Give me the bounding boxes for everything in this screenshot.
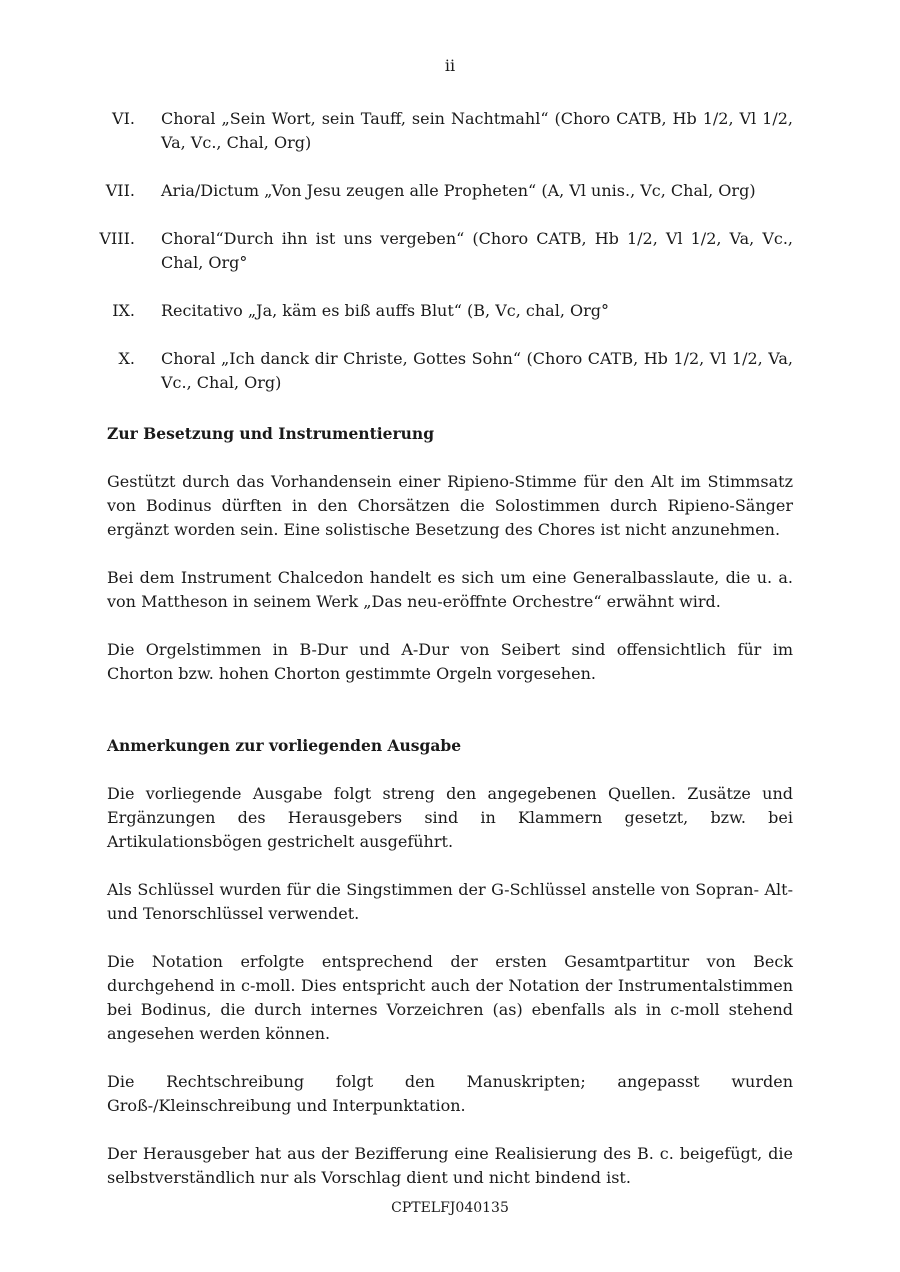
movement-number: VI. — [112, 109, 135, 128]
movement-number: VIII. — [99, 229, 135, 248]
main-content — [107, 422, 793, 1214]
movement-text: Choral „Ich danck dir Christe, Gottes Sohn“ (Choro CATB, Hb 1/2, Vl 1/2, Va, Vc., Chal, Org) — [161, 349, 793, 392]
section-spacer — [107, 710, 793, 734]
movement-number: IX. — [112, 301, 135, 320]
paragraph: Der Herausgeber hat aus der Bezifferung eine Realisierung des B. c. beigefügt, die selbstverständlich nur als Vorschlag dient und nicht bindend ist. — [107, 1144, 793, 1187]
paragraph: Die vorliegende Ausgabe folgt streng den angegebenen Quellen. Zusätze und Ergänzungen des Herausgebers sind in Klammern gesetzt, bzw. bei Artikulationsbögen gestrichelt ausgeführt. — [107, 784, 793, 851]
section-heading-besetzung: Zur Besetzung und Instrumentierung — [107, 424, 435, 443]
paragraph: Als Schlüssel wurden für die Singstimmen der G-Schlüssel anstelle von Sopran- Alt- und Tenorschlüssel verwendet. — [107, 880, 793, 923]
movement-list — [0, 107, 900, 419]
movement-text: Choral“Durch ihn ist uns vergeben“ (Choro CATB, Hb 1/2, Vl 1/2, Va, Vc., Chal, Org° — [161, 229, 793, 272]
page-number: ii — [444, 56, 456, 75]
movement-item — [0, 299, 900, 323]
paragraph: Bei dem Instrument Chalcedon handelt es sich um eine Generalbasslaute, die u. a. von Mattheson in seinem Werk „Das neu-eröffnte Orchestre“ erwähnt wird. — [107, 568, 793, 611]
paragraph: Die Orgelstimmen in B-Dur und A-Dur von Seibert sind offensichtlich für im Chorton bzw. hohen Chorton gestimmte Orgeln vorgesehen. — [107, 640, 793, 683]
movement-item — [0, 227, 900, 275]
movement-text: Recitativo „Ja, käm es biß auffs Blut“ (B, Vc, chal, Org° — [161, 301, 610, 320]
section-heading-anmerkungen: Anmerkungen zur vorliegenden Ausgabe — [107, 736, 462, 755]
movement-item — [0, 347, 900, 395]
movement-number: VII. — [105, 181, 135, 200]
movement-text: Choral „Sein Wort, sein Tauff, sein Nachtmahl“ (Choro CATB, Hb 1/2, Vl 1/2, Va, Vc., Chal, Org) — [161, 109, 793, 152]
paragraph: Die Notation erfolgte entsprechend der ersten Gesamtpartitur von Beck durchgehend in c-moll. Dies entspricht auch der Notation der Instrumentalstimmen bei Bodinus, die durch internes Vorzeichren (as) ebenfalls als in c-moll stehend angesehen werden können. — [107, 952, 793, 1043]
page-footer-code: CPTELFJ040135 — [391, 1200, 509, 1216]
movement-item — [0, 107, 900, 155]
movement-item — [0, 179, 900, 203]
movement-number: X. — [118, 349, 135, 368]
movement-text: Aria/Dictum „Von Jesu zeugen alle Propheten“ (A, Vl unis., Vc, Chal, Org) — [161, 181, 756, 200]
paragraph: Die Rechtschreibung folgt den Manuskripten; angepasst wurden Groß-/Kleinschreibung und Interpunktation. — [107, 1072, 793, 1115]
paragraph: Gestützt durch das Vorhandensein einer Ripieno-Stimme für den Alt im Stimmsatz von Bodinus dürften in den Chorsätzen die Solostimmen durch Ripieno-Sänger ergänzt worden sein. Eine solistische Besetzung des Chores ist nicht anzunehmen. — [107, 472, 793, 539]
